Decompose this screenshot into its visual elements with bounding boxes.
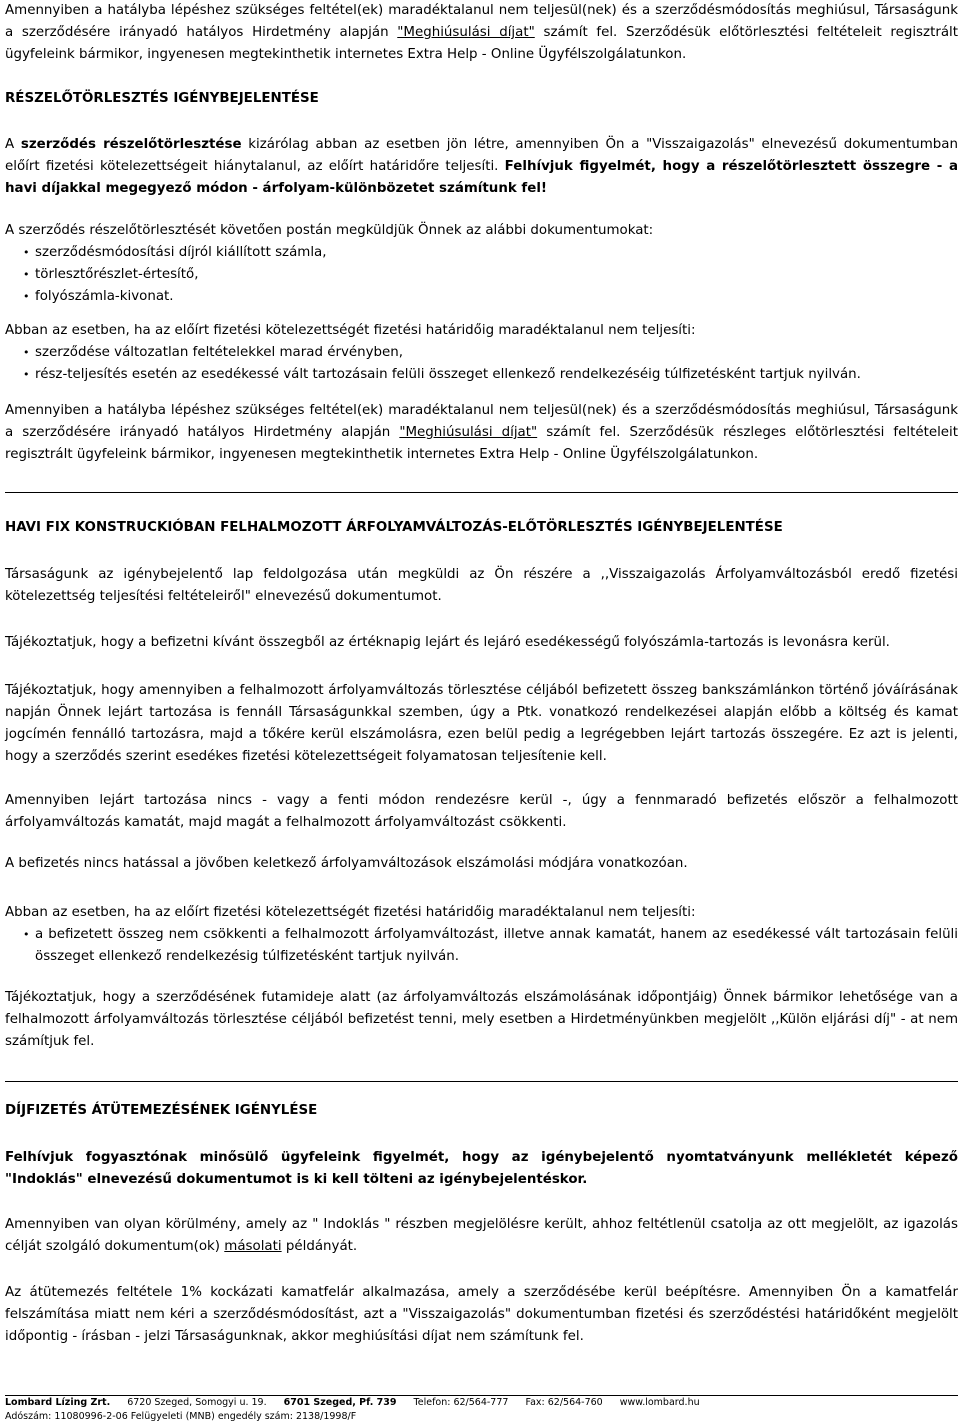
footer-phone: Telefon: 62/564-777 xyxy=(413,1397,509,1408)
list-item: • rész-teljesítés esetén az esedékessé vált tartozásain felüli összeget ellenkező rendelkezéséig túlfizetésként tartjuk nyilván. xyxy=(5,364,958,386)
section-divider xyxy=(5,492,958,493)
list-item: • a befizetett összeg nem csökkenti a felhalmozott árfolyamváltozást, illetve annak kamatát, hanem az esedékessé vált tartozásain felüli összeget ellenkező rendelkezésig túlfizetésként tartjuk nyilván. xyxy=(5,924,958,968)
s1-paragraph-4 xyxy=(5,400,958,466)
list-item: • folyószámla-kivonat. xyxy=(5,286,958,308)
meghiusulasi-dij-link-2[interactable]: "Meghiúsulási díjat" xyxy=(399,425,538,440)
s2-paragraph-6: Abban az esetben, ha az előírt fizetési kötelezettségét fizetési határidőig maradéktalanul nem teljesíti: xyxy=(5,905,696,920)
s1-paragraph-1 xyxy=(5,134,958,200)
s1-nonpayment-list xyxy=(5,342,958,386)
s2-paragraph-3: Tájékoztatjuk, hogy amennyiben a felhalmozott árfolyamváltozás törlesztése céljából befizetett összeg bankszámlánkon történő jóváírásának napján Önnek lejárt tartozása is fennáll Társaságunkkal szemben, úgy a Ptk. vonatkozó rendelkezései alapján előbb a költség és kamat jogcímén fennálló tartozásra, majd a tőkére kerül elszámolásra, ezen belül pedig a legrégebben lejárt tartozás összegére. Ez azt is jelenti, hogy a szerződés szerint esedékes fizetési kötelezettségeit folyamatosan teljesítenie kell. xyxy=(5,683,958,764)
s3-paragraph-3: Az átütemezés feltétele 1% kockázati kamatfelár alkalmazása, amely a szerződésébe kerül beépítésre. Amennyiben Ön a kamatfelár felszámítása miatt nem kéri a szerződésmódosítást, azt a "Visszaigazolás" dokumentumban fizetési és szerződéstési határidőként megjelölt időpontig - írásban - jelzi Társaságunknak, akkor meghiúsítási díjat nem számítunk fel. xyxy=(5,1285,958,1344)
s1-p4-text-a: Amennyiben a hatályba lépéshez szükséges feltétel(ek) maradéktalanul nem teljesül(nek) és a szerződésmódosítás meghiúsul, Társaságunk a szerződésére irányadó hatályos Hirdetmény alapján xyxy=(5,403,958,440)
company-footer xyxy=(5,1396,958,1424)
list-item: • szerződésmódosítási díjról kiállított számla, xyxy=(5,242,958,264)
s1-paragraph-2: A szerződés részelőtörlesztését követően postán megküldjük Önnek az alábbi dokumentumokat: xyxy=(5,223,654,238)
footer-fax: Fax: 62/564-760 xyxy=(525,1397,603,1408)
s1-documents-list xyxy=(5,242,958,308)
section-heading-arfolyamvaltozas: HAVI FIX KONSTRUCKIÓBAN FELHALMOZOTT ÁRFOLYAMVÁLTOZÁS-ELŐTÖRLESZTÉS IGÉNYBEJELENTÉSE xyxy=(5,520,783,535)
section-heading-dijfizetes-atutemezes: DÍJFIZETÉS ÁTÜTEMEZÉSÉNEK IGÉNYLÉSE xyxy=(5,1103,318,1118)
footer-address: 6720 Szeged, Somogyi u. 19. xyxy=(127,1397,267,1408)
intro-text: Amennyiben a hatályba lépéshez szükséges feltétel(ek) maradéktalanul nem teljesül(nek) és a szerződésmódosítás meghiúsul, Társaságunk a szerződésére irányadó hatályos Hirdetmény alapján xyxy=(5,3,958,40)
s1-p1-text-c: kizárólag abban az esetben jön létre, amennyiben Ön a "Visszaigazolás" elnevezésű dokumentumban előírt fizetési kötelezettségeit hiánytalanul, az előírt határidőre teljesíti. xyxy=(5,137,958,174)
s2-paragraph-2: Tájékoztatjuk, hogy a befizetni kívánt összegből az értéknapig lejárt és lejáró esedékességű folyószámla-tartozás is levonásra kerül. xyxy=(5,635,890,650)
s1-p1-text-a: A xyxy=(5,137,21,152)
s1-p4-text-b: számít fel. Szerződésük részleges előtörlesztési feltételeit regisztrált ügyfeleink bármikor, ingyenesen megtekinthetik internetes Extra Help - Online Ügyfélszolgálatunkon. xyxy=(5,425,959,462)
s1-paragraph-3: Abban az esetben, ha az előírt fizetési kötelezettségét fizetési határidőig maradéktalanul nem teljesíti: xyxy=(5,323,696,338)
s1-documents-block xyxy=(5,220,958,308)
section-divider xyxy=(5,1081,958,1082)
s2-paragraph-1: Társaságunk az igénybejelentő lap feldolgozása után megküldi az Ön részére a ,,Visszaigazolás Árfolyamváltozásból eredő fizetési kötelezettség teljesítési feltételeiről" elnevezésű dokumentumot. xyxy=(5,567,958,604)
s1-nonpayment-block xyxy=(5,320,958,386)
s3-paragraph-2 xyxy=(5,1214,958,1258)
footer-line-1 xyxy=(5,1396,958,1410)
footer-po-box: 6701 Szeged, Pf. 739 xyxy=(283,1397,397,1408)
s3-p2-text-b: példányát. xyxy=(281,1239,358,1254)
footer-website-link[interactable]: www.lombard.hu xyxy=(619,1397,700,1408)
footer-line-2: Adószám: 11080996-2-06 Felügyeleti (MNB) engedély szám: 2138/1998/F xyxy=(5,1411,357,1422)
meghiusulasi-dij-link[interactable]: "Meghiúsulási díjat" xyxy=(397,25,535,40)
s1-p1-warning: Felhívjuk figyelmét, hogy a részelőtörlesztett összegre - a havi díjakkal megegyező módon - árfolyam-különbözetet számítunk fel! xyxy=(5,159,958,196)
s3-paragraph-1: Felhívjuk fogyasztónak minősülő ügyfeleink figyelmét, hogy az igénybejelentő nyomtatványunk mellékletét képező "Indoklás" elnevezésű dokumentumot is ki kell tölteni az igénybejelentéskor. xyxy=(5,1150,958,1187)
s3-p2-text-a: Amennyiben van olyan körülmény, amely az " Indoklás " részben megjelölésre került, ahhoz feltétlenül csatolja az ott megjelölt, az igazolás célját szolgáló dokumentum(ok) xyxy=(5,1217,958,1254)
footer-company: Lombard Lízing Zrt. xyxy=(5,1397,111,1408)
intro-text-2: számít fel. Szerződésük előtörlesztési feltételeit regisztrált ügyfeleink bármikor, ingyenesen megtekinthetik internetes Extra Help - Online Ügyfélszolgálatunkon. xyxy=(5,25,958,62)
section-heading-reszelotorlesztes: RÉSZELŐTÖRLESZTÉS IGÉNYBEJELENTÉSE xyxy=(5,91,319,106)
intro-paragraph xyxy=(5,0,958,66)
s2-paragraph-7: Tájékoztatjuk, hogy a szerződésének futamideje alatt (az árfolyamváltozás elszámolásának időpontjáig) Önnek bármikor lehetősége van a felhalmozott árfolyamváltozás törlesztése céljából befizetést tenni, mely esetben a Hirdetményünkben megjelölt ,,Külön eljárási díj" - at nem számítjuk fel. xyxy=(5,990,958,1049)
s2-nonpayment-block xyxy=(5,902,958,968)
s1-p1-bold-term: szerződés részelőtörlesztése xyxy=(20,137,242,152)
s2-paragraph-4: Amennyiben lejárt tartozása nincs - vagy a fenti módon rendezésre kerül -, úgy a fennmaradó befizetés először a felhalmozott árfolyamváltozás kamatát, majd magát a felhalmozott árfolyamváltozást csökkenti. xyxy=(5,793,958,830)
list-item: • szerződése változatlan feltételekkel marad érvényben, xyxy=(5,342,958,364)
s2-paragraph-5: A befizetés nincs hatással a jövőben keletkező árfolyamváltozások elszámolási módjára vonatkozóan. xyxy=(5,856,688,871)
masolati-link[interactable]: másolati xyxy=(224,1239,282,1254)
list-item: • törlesztőrészlet-értesítő, xyxy=(5,264,958,286)
s2-nonpayment-list xyxy=(5,924,958,968)
